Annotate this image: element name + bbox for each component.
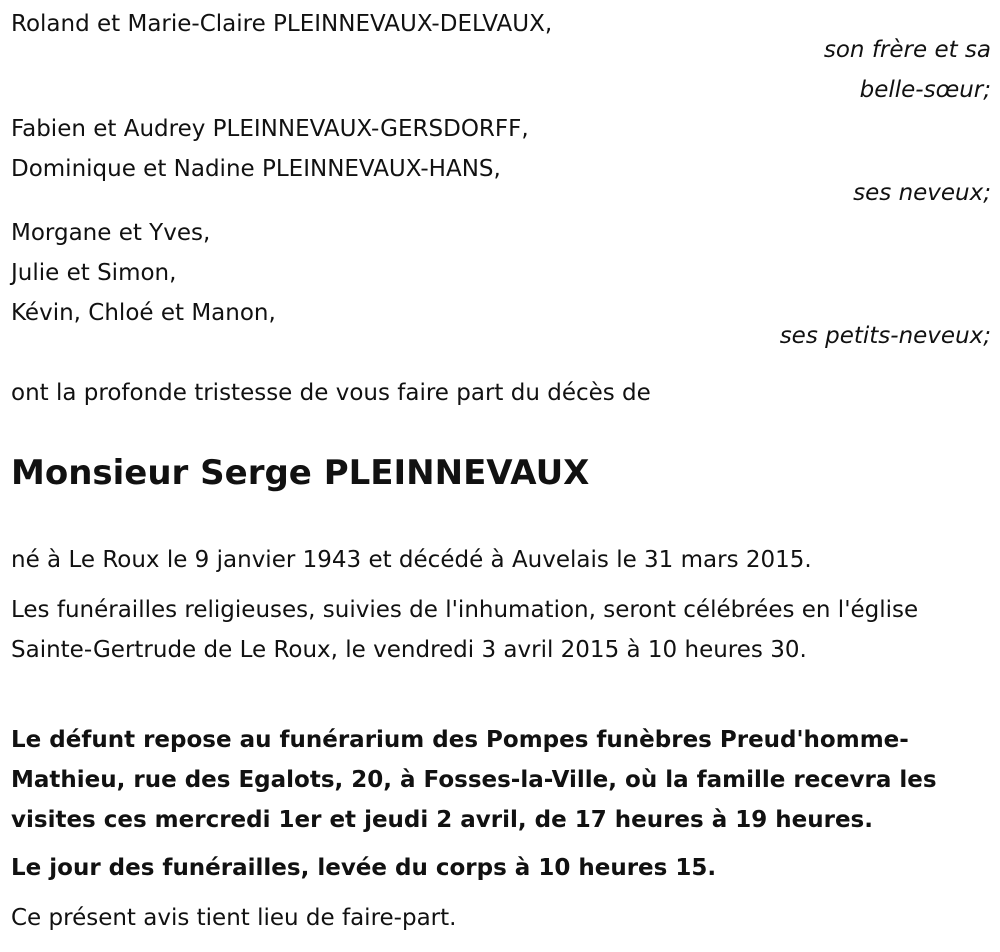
line-grandnephew-2: Julie et Simon, — [11, 260, 177, 286]
announcement: ont la profonde tristesse de vous faire part du décès de — [11, 380, 651, 406]
relation-nephews: ses neveux; — [853, 180, 991, 206]
rest-info: Le défunt repose au funérarium des Pompes funèbres Preud'homme-Mathieu, rue des Egalots, 20, à Fosses-la-Ville, où la famille recevra les visites ces mercredi 1er et jeudi 2 avril, de 17 heures à 19 heures. — [11, 727, 937, 833]
line-nephew-1: Fabien et Audrey PLEINNEVAUX-GERSDORFF, — [11, 116, 529, 142]
line-brother: Roland et Marie-Claire PLEINNEVAUX-DELVAUX, — [11, 11, 553, 37]
birth-death: né à Le Roux le 9 janvier 1943 et décédé à Auvelais le 31 mars 2015. — [11, 547, 812, 573]
relation-brother-2: belle-sœur; — [859, 77, 991, 103]
funeral-info: Les funérailles religieuses, suivies de l'inhumation, seront célébrées en l'église Sainte-Gertrude de Le Roux, le vendredi 3 avril 2015 à 10 heures 30. — [11, 597, 919, 663]
line-grandnephew-3: Kévin, Chloé et Manon, — [11, 300, 276, 326]
deceased-name: Monsieur Serge PLEINNEVAUX — [11, 453, 590, 493]
line-grandnephew-1: Morgane et Yves, — [11, 220, 211, 246]
departure-info: Le jour des funérailles, levée du corps à 10 heures 15. — [11, 855, 717, 881]
relation-grandnephews: ses petits-neveux; — [779, 323, 991, 349]
closing-text: Ce présent avis tient lieu de faire-part. — [11, 905, 457, 931]
line-nephew-2: Dominique et Nadine PLEINNEVAUX-HANS, — [11, 156, 501, 182]
relation-brother-1: son frère et sa — [823, 37, 991, 63]
